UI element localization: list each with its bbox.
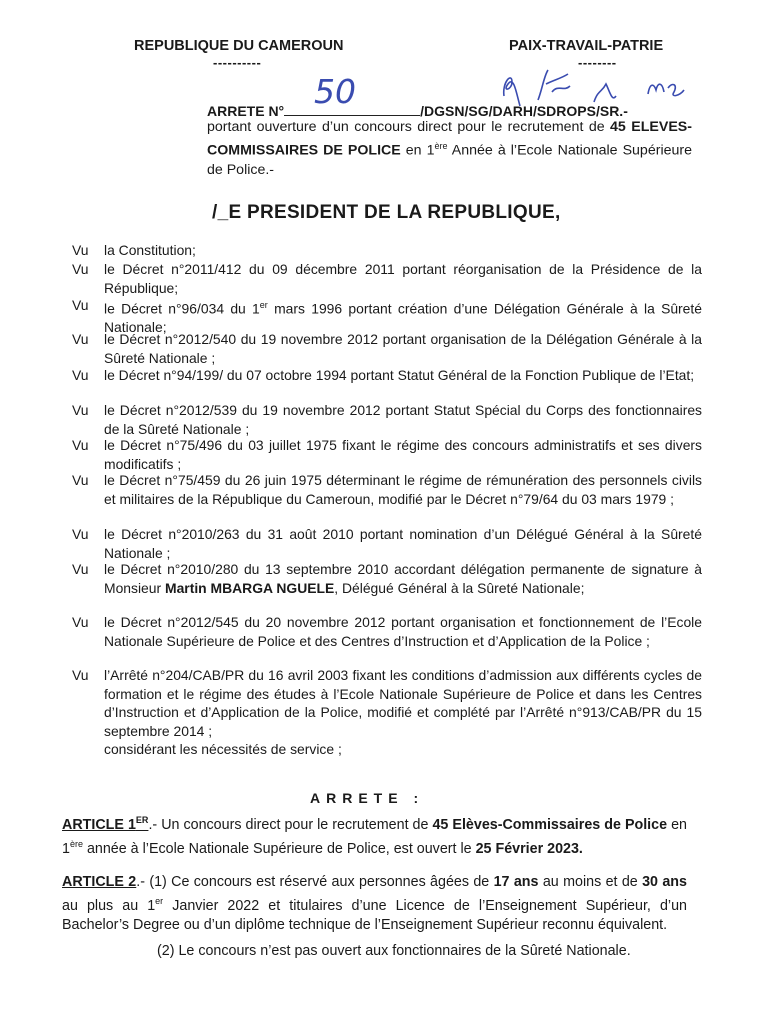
- visa-label: Vu: [72, 472, 89, 488]
- article-2-paragraph-2: (2) Le concours n’est pas ouvert aux fonctionnaires de la Sûreté Nationale.: [157, 943, 631, 959]
- arrete-suffix: /DGSN/SG/DARH/SDROPS/SR.-: [420, 103, 628, 119]
- visa-text: le Décret n°2010/263 du 31 août 2010 portant nomination d’un Délégué Général à la Sûreté Nationale ;: [104, 526, 702, 561]
- visa-text: le Décret n°75/459 du 26 juin 1975 déterminant le régime de rémunération des personnels civils et militaires de la République du Cameroun, modifié par le Décret n°79/64 du 03 mars 1979 ;: [104, 472, 702, 507]
- visa-text: le Décret n°2011/412 du 09 décembre 2011 portant réorganisation de la Présidence de la République;: [104, 261, 702, 296]
- article-2: [62, 873, 687, 935]
- article-1-text-2: en 1: [62, 816, 687, 857]
- arrete-prefix: ARRETE N°: [207, 103, 285, 119]
- arrete-title: ARRETE :: [310, 790, 425, 806]
- article-2-sup: er: [155, 896, 164, 906]
- visa-label: Vu: [72, 297, 89, 313]
- visa-item: [62, 560, 702, 597]
- visa-label: Vu: [72, 242, 89, 258]
- article-2-text-2: au moins et de: [538, 874, 643, 890]
- visa-label: Vu: [72, 437, 89, 453]
- visa-item: [62, 330, 702, 367]
- visa-text: le Décret n°2010/280 du 13 septembre 2010 accordant délégation permanente de signature à Monsieur Martin MBARGA NGUELE, Délégué Général à la Sûreté Nationale;: [104, 561, 702, 596]
- visa-text: la Constitution;: [104, 242, 196, 258]
- country-title: REPUBLIQUE DU CAMEROUN: [134, 38, 344, 54]
- visa-item: [62, 260, 702, 297]
- visa-label: Vu: [72, 614, 89, 630]
- arrete-subject: [207, 118, 692, 180]
- visa-item: [62, 401, 702, 438]
- article-2-min-age: 17 ans: [493, 874, 539, 890]
- visa-item: [62, 525, 702, 562]
- visa-label: Vu: [72, 561, 89, 577]
- president-heading: /_E PRESIDENT DE LA REPUBLIQUE,: [212, 202, 561, 223]
- visa-item: [62, 613, 702, 650]
- visa-label: Vu: [72, 526, 89, 542]
- visa-label: Vu: [72, 331, 89, 347]
- visa-label: Vu: [72, 261, 89, 277]
- article-2-sep: .-: [136, 874, 150, 890]
- visa-text: le Décret n°96/034 du 1er mars 1996 portant création d’une Délégation Générale à la Sûreté Nationale;: [104, 300, 702, 336]
- considerant: considérant les nécessités de service ;: [104, 741, 342, 757]
- article-1-label: ARTICLE 1ER: [62, 815, 149, 833]
- visa-item: [62, 666, 702, 740]
- article-2-text-4: Janvier 2022 et titulaires d’une Licence de l’Enseignement Supérieur, d’un Bachelor’s Degree ou d’un diplôme technique de l’Enseignement Supérieur reconnu équivalent.: [62, 897, 687, 933]
- subject-rank: ELEVES-COMMISSAIRES DE POLICE: [207, 119, 692, 159]
- delegate-name: Martin MBARGA NGUELE: [165, 579, 335, 596]
- article-2-label: ARTICLE 2: [62, 874, 137, 890]
- article-1-date: 25 Février 2023.: [475, 840, 583, 857]
- motto-divider: --------: [578, 55, 617, 70]
- subject-text-2: en 1: [400, 142, 435, 159]
- visa-text: l’Arrêté n°204/CAB/PR du 16 avril 2003 fixant les conditions d’admission aux différents cycles de formation et le régime des études à l’Ecole Nationale Supérieure de Police et dans les Centres d’Instruction et d’Application de la Police, modifié et complété par l’Arrêté n°913/CAB/PR du 15 septembre 2014 ;: [104, 667, 702, 739]
- subject-count: 45: [610, 119, 626, 135]
- visa-label: Vu: [72, 667, 89, 683]
- article-2-max-age: 30 ans: [642, 874, 687, 890]
- visa-item: [62, 471, 702, 508]
- visa-text: le Décret n°2012/540 du 19 novembre 2012 portant organisation de la Délégation Générale à la Sûreté Nationale ;: [104, 331, 702, 366]
- visa-label: Vu: [72, 367, 89, 383]
- visa-text: le Décret n°2012/545 du 20 novembre 2012 portant organisation et fonctionnement de l’Ecole Nationale Supérieure de Police et des Centres d’Instruction et d’Application de la Police ;: [104, 614, 702, 649]
- visa-text: le Décret n°94/199/ du 07 octobre 1994 portant Statut Général de la Fonction Publique de l’Etat;: [104, 367, 695, 383]
- handwritten-initials: [498, 62, 698, 112]
- article-1-text-3: année à l’Ecole Nationale Supérieure de Police, est ouvert le: [82, 840, 476, 857]
- visa-label: Vu: [72, 402, 89, 418]
- subject-sup: ère: [434, 141, 448, 151]
- country-divider: ----------: [213, 55, 262, 70]
- article-1-sep: .-: [148, 816, 162, 833]
- visa-text: le Décret n°2012/539 du 19 novembre 2012 portant Statut Spécial du Corps des fonctionnaires de la Sûreté Nationale ;: [104, 402, 702, 437]
- article-1-bold-1: 45 Elèves-Commissaires de Police: [432, 816, 668, 833]
- visa-text: le Décret n°75/496 du 03 juillet 1975 fixant le régime des concours administratifs et ses divers modificatifs ;: [104, 437, 702, 472]
- handwritten-number: 50: [314, 72, 356, 111]
- visa-item: [62, 241, 702, 260]
- article-1-sup: ère: [69, 838, 83, 849]
- article-1: [62, 811, 687, 859]
- motto: PAIX-TRAVAIL-PATRIE: [509, 38, 664, 54]
- subject-text-3: Année à l’Ecole Nationale Supérieure de Police.-: [207, 142, 692, 178]
- visa-item: [62, 366, 702, 385]
- article-1-text-1: Un concours direct pour le recrutement de: [161, 816, 433, 833]
- visa-item: [62, 436, 702, 473]
- article-2-text-1: (1) Ce concours est réservé aux personnes âgées de: [149, 874, 494, 890]
- subject-text-1: portant ouverture d’un concours direct pour le recrutement de: [207, 119, 611, 135]
- article-2-text-3: au plus au 1: [62, 897, 156, 914]
